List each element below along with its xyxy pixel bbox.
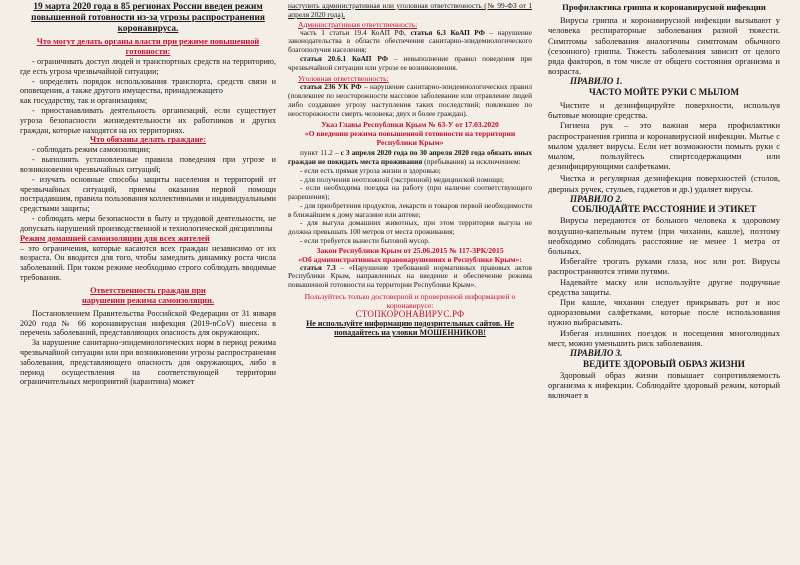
info-line: Пользуйтесь только достоверной и проверенной информацией о коронавирусе: — [304, 291, 516, 310]
decree-title: Указ Главы Республики Крым № 63-У от 17.03.2020 — [321, 120, 499, 130]
admin-paragraph — [288, 29, 532, 55]
criminal-heading: Уголовная ответственность: — [298, 74, 389, 84]
admin-paragraph-post: – нарушение законодательства в области обеспечения санитарно-эпидемиологического благополучия населения; — [288, 27, 532, 54]
rule2-paragraph: Избегайте трогать руками глаза, нос или рот. Вирусы распространяются этими путями. — [548, 256, 780, 277]
rule1-label: ПРАВИЛО 1. — [570, 76, 623, 87]
column-prevention — [538, 0, 800, 565]
citizens-heading: Что обязаны делать граждане: — [90, 135, 206, 145]
law-paragraph-post: – «Нарушение требований нормативных правовых актов Республики Крым, направленных на введение и обеспечение режима повышенной готовности на территории Республики Крым». — [288, 262, 533, 289]
rule1-title: ЧАСТО МОЙТЕ РУКИ С МЫЛОМ — [588, 87, 740, 98]
rule2-paragraph: Вирусы передаются от больного человека к здоровому воздушно-капельным путем (при чихании, кашле), поэтому необходимо соблюдать расстояние не менее 1 метра от больных. — [548, 215, 780, 257]
rule2-paragraph: При кашле, чихании следует прикрывать рот и нос одноразовыми салфетками, которые после использования нужно выбрасывать. — [548, 297, 780, 328]
column-liability — [282, 0, 538, 565]
decree-subtitle: «О введении режима повышенной готовности на территории Республики Крым» — [304, 129, 516, 148]
admin-article-6-3: статья 6.3 КоАП РФ — [410, 27, 485, 37]
decree-paragraph-bold: с 3 апреля 2020 года по 30 апреля 2020 года обязать иных граждан не покидать места проживания — [288, 148, 532, 166]
citizens-item: - изучать основные способы защиты населения и территорий от чрезвычайных ситуаций, приемы оказания первой помощи пострадавшим, правила пользования коллективными и индивидуальными средствами защиты; — [20, 174, 276, 214]
selfisolation-text: – это ограничения, которые касаются всех граждан независимо от их возраста. Он вводится для того, чтобы замедлить динамику роста числа заболеваний. При таком режиме необходимо строго соблюдать вводимые требования. — [20, 243, 276, 282]
exception-item: - если есть прямая угроза жизни и здоровью; — [300, 165, 441, 175]
citizens-item: - выполнять установленные правила поведения при угрозе и возникновении чрезвычайных ситуаций; — [20, 155, 276, 174]
admin-paragraph-pre: часть 1 статьи 19.4 КоАП РФ, — [300, 27, 411, 37]
exception-item: - если необходима поездка на работу (при наличие соответствующего разрешения); — [288, 183, 532, 201]
rule3-title: ВЕДИТЕ ЗДОРОВЫЙ ОБРАЗ ЖИЗНИ — [583, 358, 745, 369]
authorities-item: как государству, так и организациям; — [20, 96, 148, 106]
selfisolation-heading: Режим домашней самоизоляции для всех жителей — [20, 233, 210, 243]
authorities-item: - ограничивать доступ людей и транспортных средств на территорию, где есть угроза чрезвычайной ситуации; — [20, 57, 276, 76]
rule2-paragraph: Надевайте маску или используйте другие подручные средства защиты. — [548, 276, 780, 297]
citizens-item: - соблюдать режим самоизоляции; — [32, 145, 151, 155]
law-title: Закон Республики Крым от 25.06.2015 № 117-ЗРК/2015 — [316, 245, 504, 255]
authorities-heading: Что могут делать органы власти при режиме повышенной готовности: — [36, 37, 260, 56]
prevention-intro: Вирусы гриппа и коронавирусной инфекции вызывают у человека респираторные заболевания разной тяжести. Симптомы заболевания аналогичны симптомам обычного (сезонного) гриппа. Тяжесть заболевания зависит от целого ряда факторов, в том числе от общего состояния организма и возраста. — [548, 15, 780, 77]
exception-item: - для приобретения продуктов, лекарств и товаров первой необходимости в ближайшем к дому магазине или аптеке; — [288, 200, 532, 219]
citizens-item: - соблюдать меры безопасности в быту и трудовой деятельности, не допускать нарушений производственной и технологической дисциплины — [20, 213, 276, 233]
criminal-article-236: статья 236 УК РФ — [300, 82, 362, 92]
admin-paragraph-post: – невыполнение правил поведения при чрезвычайной ситуации или угрозе ее возникновения. — [288, 53, 532, 72]
liability-intro: наступить административная или уголовная ответственность (№ 99-ФЗ от 1 апреля 2020 года). — [288, 1, 532, 19]
decree-paragraph-post: (пребывания) за исключением: — [422, 157, 521, 166]
criminal-paragraph — [288, 83, 532, 118]
liability-paragraph: За нарушение санитарно-эпидемиологических норм в период режима чрезвычайной ситуации или при возникновении угрозы распространения заболевания, представляющего опасность для окружающих, либо в период осуществления на соответствующей территории ограничительных мероприятий (карантина) может — [20, 338, 276, 387]
regime-title: 19 марта 2020 года в 85 регионах России введен режим повышенной готовности из-за угрозы распространения коронавируса. — [31, 2, 265, 34]
liability-heading-line1: Ответственность граждан при — [90, 285, 206, 295]
criminal-paragraph-post: – нарушение санитарно-эпидемиологических правил (повлекшее по неосторожности массовое заболевание или отравление людей либо создавшее угрозу наступления таких последствий; повлекшее по неосторожности смерть человека; двух и более граждан). — [288, 82, 532, 118]
rule2-label: ПРАВИЛО 2. — [570, 193, 623, 204]
decree-paragraph-pre: пункт 11.2 – — [300, 148, 341, 158]
authorities-item: - приостанавливать деятельность организаций, если существует угроза безопасности жизнедеятельности их работников и других граждан, которые находятся на их территориях. — [20, 105, 276, 135]
exception-item: - для получения неотложной (экстренной) медицинской помощи; — [300, 174, 504, 184]
exception-item: - для выгула домашних животных, при этом территория выгула не должна превышать 100 метров от места проживания; — [288, 218, 532, 236]
authorities-item: - определять порядок использования транспорта, средств связи и оповещения, а также другого имущества, принадлежащего — [20, 76, 276, 96]
law-paragraph — [288, 264, 532, 290]
law-subtitle: «Об административных правонарушениях в Республике Крым»: — [298, 254, 522, 264]
admin-heading: Административная ответственность: — [298, 19, 418, 29]
rule1-paragraph: Чистка и регулярная дезинфекция поверхностей (столов, дверных ручек, стульев, гаджетов и др.) удаляет вирусы. — [548, 173, 780, 194]
rule3-label: ПРАВИЛО 3. — [570, 348, 623, 359]
rule3-paragraph: Здоровый образ жизни повышает сопротивляемость организма к инфекции. Соблюдайте здоровый режим, который включает в — [548, 369, 780, 401]
scam-warning: Не используйте информацию подозрительных сайтов. Не попадайтесь на уловки МОШЕННИКОВ! — [306, 318, 514, 338]
official-site: СТОПКОРОНАВИРУС.РФ — [355, 308, 465, 319]
rule2-paragraph: Избегая излишних поездок и посещения многолюдных мест, можно уменьшить риск заболевания. — [548, 327, 780, 348]
column-regime — [0, 0, 282, 565]
admin-article-20-6-1: статья 20.6.1 КоАП РФ — [300, 53, 389, 63]
rule1-paragraph: Чистите и дезинфицируйте поверхности, используя бытовые моющие средства. — [548, 100, 780, 121]
rule2-title: СОБЛЮДАЙТЕ РАССТОЯНИЕ И ЭТИКЕТ — [571, 204, 757, 215]
exception-item: - если требуется вынести бытовой мусор. — [300, 235, 430, 245]
decree-paragraph — [288, 149, 532, 167]
law-article-7-3: статья 7.3 — [300, 262, 336, 272]
prevention-title: Профилактика гриппа и коронавирусной инфекции — [562, 2, 766, 12]
liability-paragraph: Постановлением Правительства Российской Федерации от 31 января 2020 года № 66 коронавирусная инфекция (2019-nCoV) внесена в перечень заболеваний, представляющих опасность для окружающих. — [20, 308, 276, 338]
rule1-paragraph: Гигиена рук – это важная мера профилактики распространения гриппа и коронавирусной инфекции. Мытье с мылом удаляет вирусы. Если нет возможности помыть руки с мылом, пользуйтесь спиртсодержащими или дезинфицирующими салфетками. — [548, 120, 780, 172]
liability-heading-line2: нарушении режима самоизоляции. — [81, 295, 215, 305]
admin-paragraph — [288, 55, 532, 73]
